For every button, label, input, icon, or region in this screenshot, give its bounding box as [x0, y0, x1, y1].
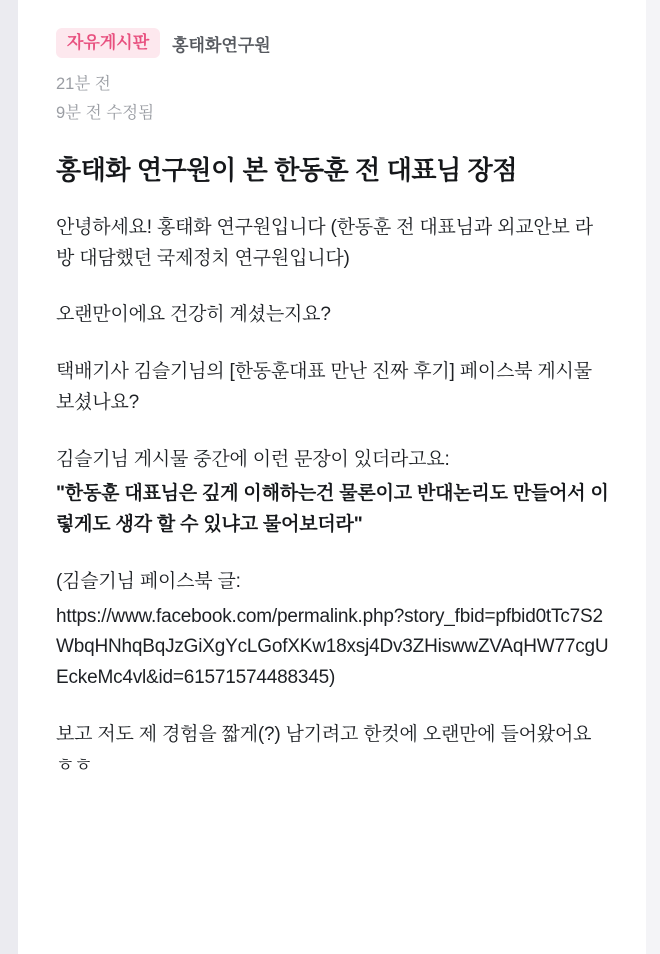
- post-body: [56, 213, 610, 782]
- author-name[interactable]: 홍태화연구원: [172, 35, 271, 55]
- post-link[interactable]: https://www.facebook.com/permalink.php?story_fbid=pfbid0tTc7S2WbqHNhqBqJzGiXgYcLGofXKw18xsj4Dv3ZHiswwZVAqHW77cgUEckeMc4vl&id=61571574488345): [56, 605, 609, 689]
- post-time-edited: 9분 전 수정됨: [56, 103, 155, 122]
- board-tag[interactable]: 자유게시판: [56, 28, 160, 58]
- post-paragraph: 오랜만이에요 건강히 계셨는지요?: [56, 304, 331, 326]
- post-paragraph: 안녕하세요! 홍태화 연구원입니다 (한동훈 전 대표님과 외교안보 라방 대담했던 국제정치 연구원입니다): [56, 216, 593, 269]
- post-closing: 보고 저도 제 경험을 짧게(?) 남기려고 한컷에 오랜만에 들어왔어요 ㅎㅎ: [56, 723, 597, 776]
- post-paragraph: 김슬기님 게시물 중간에 이런 문장이 있더라고요:: [56, 448, 450, 470]
- left-gutter: [0, 0, 18, 954]
- post-time-posted: 21분 전: [56, 75, 111, 93]
- post-quote: "한동훈 대표님은 깊게 이해하는건 물론이고 반대논리도 만들어서 이렇게도 생각 할 수 있냐고 물어보더라": [56, 483, 609, 536]
- link-intro: (김슬기님 페이스북 글:: [56, 570, 241, 592]
- post-paragraph: 택배기사 김슬기님의 [한동훈대표 만난 진짜 후기] 페이스북 게시물 보셨나요?: [56, 361, 597, 413]
- page-title: 홍태화 연구원이 본 한동훈 전 대표님 장점: [56, 154, 518, 185]
- post-meta: [56, 28, 610, 58]
- post-content: [18, 0, 646, 954]
- right-gutter: [646, 0, 660, 954]
